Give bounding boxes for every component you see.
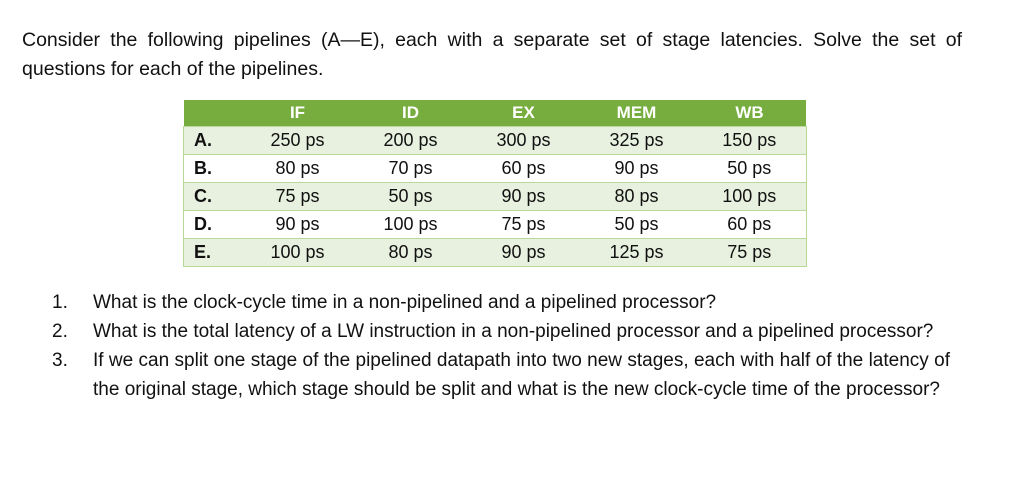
- table-row: [184, 183, 807, 211]
- question-number: 1.: [52, 292, 68, 313]
- question-text: What is the total latency of a LW instruction in a non-pipelined processor and a pipelined processor?: [93, 321, 934, 342]
- row-label: E.: [184, 239, 242, 267]
- table-cell: 50 ps: [354, 183, 467, 211]
- row-label: C.: [184, 183, 242, 211]
- table-cell: 80 ps: [354, 239, 467, 267]
- table-cell: 90 ps: [580, 155, 693, 183]
- question-text: What is the clock-cycle time in a non-pipelined and a pipelined processor?: [93, 292, 717, 313]
- table-cell: 60 ps: [693, 211, 806, 239]
- table-cell: 80 ps: [241, 155, 354, 183]
- row-label: A.: [184, 127, 242, 155]
- table-cell: 70 ps: [354, 155, 467, 183]
- header-if: IF: [241, 100, 354, 127]
- table-cell: 60 ps: [467, 155, 580, 183]
- table-cell: 200 ps: [354, 127, 467, 155]
- table-row: [184, 239, 807, 267]
- intro-line-1: Consider the following pipelines (A—E), each with a separate set of stage latencies. Solve the set of: [22, 29, 962, 51]
- table-cell: 125 ps: [580, 239, 693, 267]
- table-cell: 75 ps: [693, 239, 806, 267]
- header-wb: WB: [693, 100, 806, 127]
- header-corner: [184, 100, 242, 127]
- question-item: [52, 346, 950, 404]
- question-list: [52, 288, 950, 404]
- table-cell: 100 ps: [241, 239, 354, 267]
- question-number: 2.: [52, 321, 68, 342]
- table-cell: 50 ps: [580, 211, 693, 239]
- table-header-row: [184, 100, 807, 127]
- table-cell: 300 ps: [467, 127, 580, 155]
- header-id: ID: [354, 100, 467, 127]
- question-number: 3.: [52, 350, 68, 371]
- table-cell: 100 ps: [693, 183, 806, 211]
- row-label: B.: [184, 155, 242, 183]
- table-row: [184, 155, 807, 183]
- table-cell: 75 ps: [467, 211, 580, 239]
- table-cell: 150 ps: [693, 127, 806, 155]
- table-cell: 90 ps: [467, 239, 580, 267]
- table-cell: 50 ps: [693, 155, 806, 183]
- header-mem: MEM: [580, 100, 693, 127]
- table-cell: 90 ps: [467, 183, 580, 211]
- intro-line-2: questions for each of the pipelines.: [22, 58, 324, 80]
- row-label: D.: [184, 211, 242, 239]
- intro-paragraph: [22, 26, 962, 84]
- question-item: [52, 317, 950, 346]
- table-cell: 90 ps: [241, 211, 354, 239]
- table-cell: 250 ps: [241, 127, 354, 155]
- table-cell: 325 ps: [580, 127, 693, 155]
- question-item: [52, 288, 950, 317]
- table-row: [184, 127, 807, 155]
- header-ex: EX: [467, 100, 580, 127]
- table-row: [184, 211, 807, 239]
- table-cell: 80 ps: [580, 183, 693, 211]
- table-cell: 75 ps: [241, 183, 354, 211]
- table-cell: 100 ps: [354, 211, 467, 239]
- question-text: If we can split one stage of the pipelined datapath into two new stages, each with half of the latency of the original stage, which stage should be split and what is the new clock-cycle time of the processor?: [93, 350, 950, 400]
- pipeline-latency-table: [183, 100, 807, 267]
